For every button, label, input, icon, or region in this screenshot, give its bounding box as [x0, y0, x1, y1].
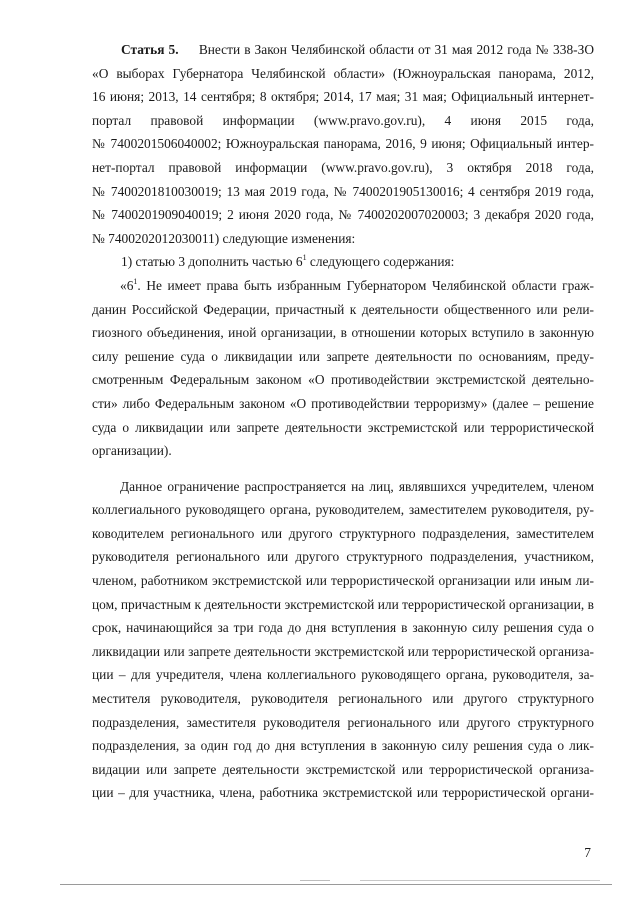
- quote-open: «6: [120, 277, 134, 293]
- para2-first-line: Данное ограничение распространяется на лиц, являвшихся учредителем, членом: [120, 478, 594, 494]
- article-line: № 7400201909040019; 2 июня 2020 года, № 7400202007020003; 3 декабря 2020 года,: [92, 207, 594, 223]
- paragraph-gap: [92, 463, 594, 475]
- article-line: № 7400201506040002; Южноуральская панорама, 2016, 9 июня; Официальный интер-: [92, 136, 594, 152]
- item-1-pre: 1) статью 3 дополнить частью 6: [121, 254, 303, 270]
- para2-line: подразделения, за один год до дня вступления в законную силу решения суда о лик-: [92, 738, 594, 754]
- para2-line: руководителя регионального или другого структурного подразделения, участником,: [92, 549, 594, 565]
- article-line: 16 июня; 2013, 14 сентября; 8 октября; 2014, 17 мая; 31 мая; Официальный интернет-: [92, 89, 594, 105]
- quote-line: смотренным Федеральным законом «О противодействии экстремистской деятельно-: [92, 372, 594, 388]
- para2-line: ководителем регионального или другого структурного подразделения, заместителем: [92, 525, 594, 541]
- article-line: портал правовой информации (www.pravo.gov.ru), 4 июня 2015 года,: [92, 112, 594, 128]
- article-heading: Статья 5.: [121, 42, 179, 57]
- quote-line: суда о ликвидации или запрете деятельности экстремистской или террористической: [92, 419, 594, 435]
- item-1-post: следующего содержания:: [306, 254, 455, 270]
- para2-line: подразделения, заместителя руководителя регионального или другого структурного: [92, 714, 594, 730]
- para2-line: ции – для участника, члена, работника экстремистской или террористической органи-: [92, 785, 594, 801]
- article-first-line-text: Внести в Закон Челябинской области от 31 мая 2012 года № 338-ЗО: [198, 42, 594, 57]
- para2-line: ликвидации или запрете деятельности экстремистской или террористической организа-: [92, 643, 594, 659]
- footer-mark: [300, 880, 330, 881]
- article-line: № 7400202012030011) следующие изменения:: [92, 230, 356, 246]
- quote-line: сти» либо Федеральным законом «О противодействии терроризму» (далее – решение: [92, 395, 594, 411]
- quote-line: гиозного объединения, иной организации, в отношении которых вступило в законную: [92, 325, 594, 341]
- article-line: № 7400201810030019; 13 мая 2019 года, № 7400201905130016; 4 сентября 2019 года,: [92, 183, 594, 199]
- para2-line: коллегиального руководящего органа, руководителем, заместителем руководителя, ру-: [92, 502, 594, 518]
- para2-line: ции – для учредителя, члена коллегиального руководящего органа, руководителя, за-: [92, 667, 594, 683]
- item-1-superscript: 1: [302, 253, 307, 263]
- para2-line: цом, причастным к деятельности экстремистской или террористической организации, в: [92, 596, 594, 612]
- article-line: «О выборах Губернатора Челябинской области» (Южноуральская панорама, 2012,: [92, 65, 594, 81]
- page-number: 7: [584, 845, 591, 860]
- para2-line: видации или запрете деятельности экстремистской или террористической организа-: [92, 761, 594, 777]
- quote-first-line-text: . Не имеет права быть избранным Губернатором Челябинской области граж-: [137, 277, 594, 293]
- quote-superscript: 1: [133, 276, 138, 286]
- quote-line: силу решение суда о ликвидации или запрете деятельности по основаниям, преду-: [92, 348, 594, 364]
- quote-first-line: [92, 274, 594, 298]
- footer-rule: [60, 884, 612, 885]
- para2-line: срок, начинающийся за три года до дня вступления в законную силу решения суда о: [92, 620, 594, 636]
- quote-line: организации).: [92, 443, 172, 459]
- footer-rule-faint: [360, 880, 600, 881]
- quote-line: данин Российской Федерации, причастный к деятельности общественного или рели-: [92, 301, 594, 317]
- para2-line: членом, работником экстремистской или террористической организации или иным ли-: [92, 573, 594, 589]
- document-body: [92, 38, 594, 805]
- item-1: [92, 250, 594, 274]
- article-first-line: [92, 38, 594, 62]
- article-line: нет-портал правовой информации (www.pravo.gov.ru), 3 октября 2018 года,: [92, 159, 594, 175]
- para2-line: местителя руководителя, руководителя регионального или другого структурного: [92, 691, 594, 707]
